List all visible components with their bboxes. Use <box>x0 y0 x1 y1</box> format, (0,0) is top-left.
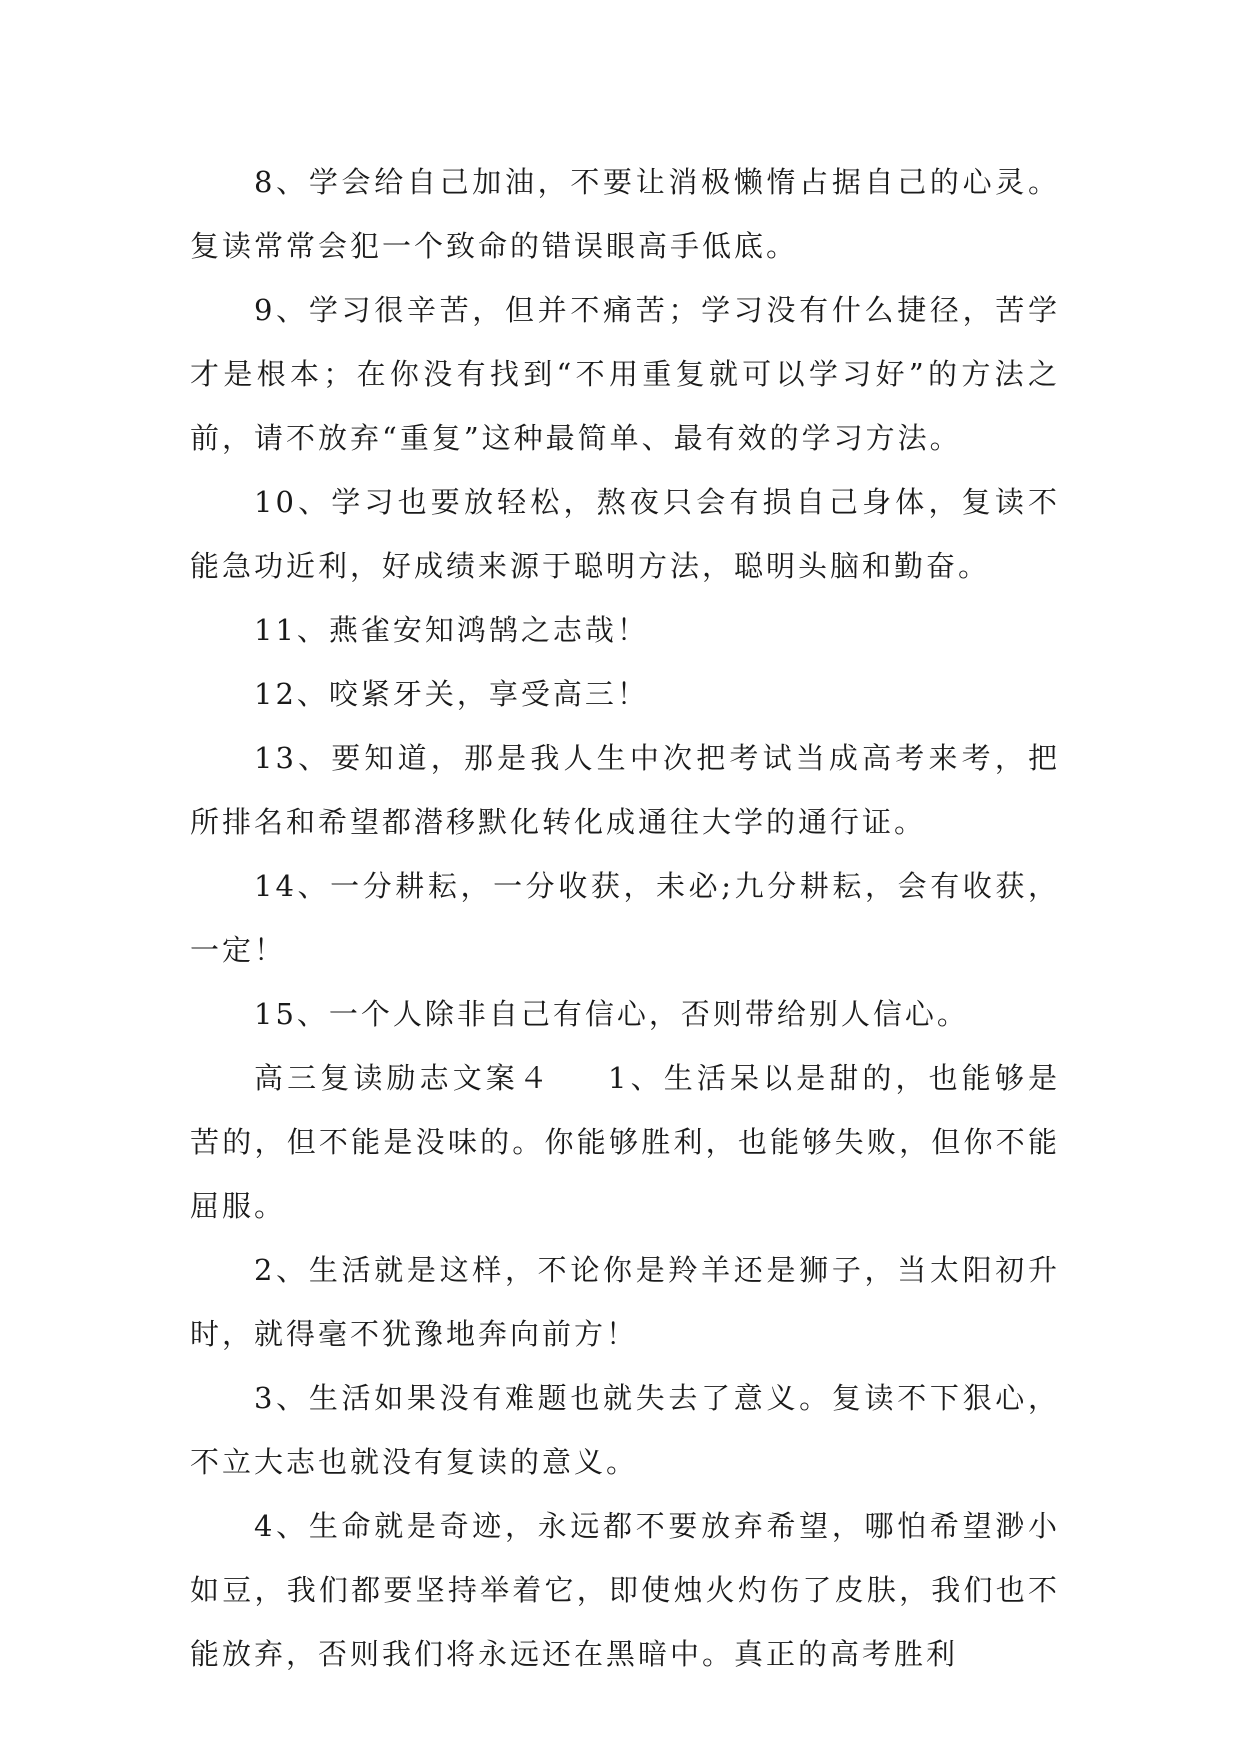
document-body <box>190 150 1060 1686</box>
section-paragraph <box>190 1046 1060 1238</box>
paragraph-item-3: 3、生活如果没有难题也就失去了意义。复读不下狠心，不立大志也就没有复读的意义。 <box>190 1381 1060 1479</box>
paragraph-item-10: 10、学习也要放轻松，熬夜只会有损自己身体，复读不能急功近利，好成绩来源于聪明方法，聪明头脑和勤奋。 <box>190 485 1060 583</box>
section-first-item: 1、生活呆以是甜的，也能够是苦的，但不能是没味的。你能够胜利，也能够失败，但你不能屈服。 <box>190 1061 1060 1223</box>
paragraph-item-15: 15、一个人除非自己有信心，否则带给别人信心。 <box>254 997 969 1031</box>
section-heading: 高三复读励志文案４ <box>254 1061 553 1095</box>
paragraph-item-14: 14、一分耕耘，一分收获，未必;九分耕耘，会有收获，一定！ <box>190 869 1060 967</box>
paragraph-item-8: 8、学会给自己加油，不要让消极懒惰占据自己的心灵。复读常常会犯一个致命的错误眼高手低底。 <box>190 165 1060 263</box>
paragraph-item-2: 2、生活就是这样，不论你是羚羊还是狮子，当太阳初升时，就得毫不犹豫地奔向前方！ <box>190 1253 1060 1351</box>
paragraph-item-4: 4、生命就是奇迹，永远都不要放弃希望，哪怕希望渺小如豆，我们都要坚持举着它，即使烛火灼伤了皮肤，我们也不能放弃，否则我们将永远还在黑暗中。真正的高考胜利 <box>190 1509 1060 1671</box>
paragraph-item-13: 13、要知道，那是我人生中次把考试当成高考来考，把所排名和希望都潜移默化转化成通往大学的通行证。 <box>190 741 1060 839</box>
paragraph-item-11: 11、燕雀安知鸿鹄之志哉！ <box>254 613 649 647</box>
paragraph-item-9: 9、学习很辛苦，但并不痛苦；学习没有什么捷径，苦学才是根本；在你没有找到“不用重复就可以学习好”的方法之前，请不放弃“重复”这种最简单、最有效的学习方法。 <box>190 293 1060 455</box>
paragraph-item-12: 12、咬紧牙关，享受高三！ <box>254 677 649 711</box>
